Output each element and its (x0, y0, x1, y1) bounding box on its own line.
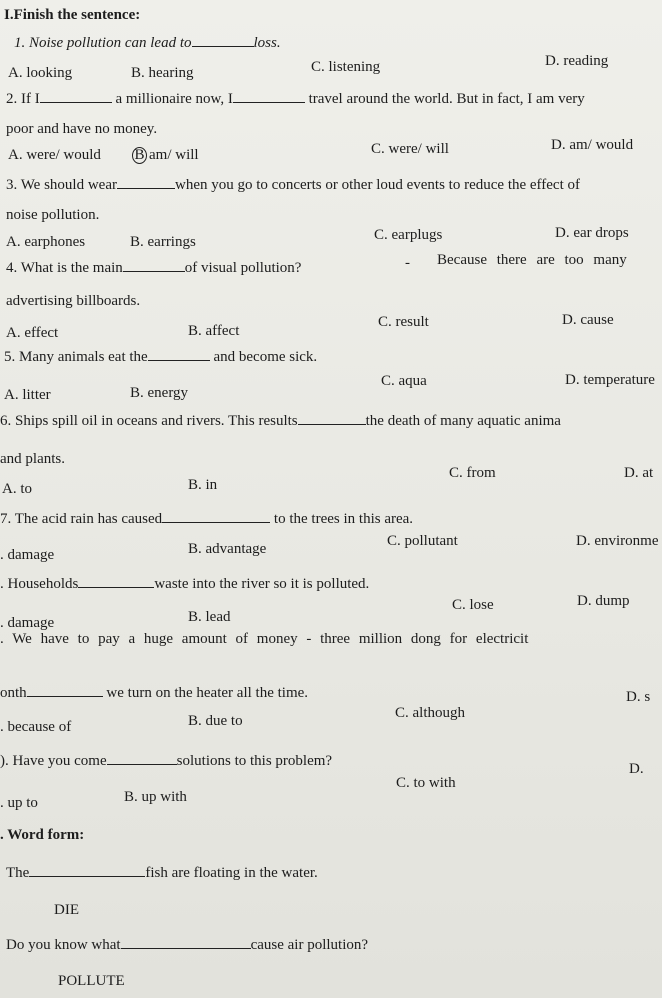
q10-option-a: . up to (0, 795, 38, 811)
q5-blank (148, 348, 210, 361)
q4-option-d: D. cause (562, 312, 614, 328)
q2-option-a: A. were/ would (8, 147, 101, 163)
w1-blank (29, 864, 145, 877)
q1-option-d: D. reading (545, 53, 609, 69)
q3-text-line2: noise pollution. (6, 207, 100, 223)
q9-blank (27, 684, 103, 697)
q6-blank (298, 412, 366, 425)
q3-text (6, 176, 580, 194)
q2-blank-2 (233, 90, 305, 103)
q5-part-b: and become sick. (213, 349, 318, 365)
q5-option-b: B. energy (130, 385, 189, 401)
q7-text (0, 510, 413, 528)
q1-option-a: A. looking (8, 65, 73, 81)
q5-text (4, 348, 317, 366)
q4-part-a: 4. What is the main (6, 260, 123, 276)
q2-part-a: 2. If I (6, 91, 40, 107)
w2-text (6, 936, 368, 954)
q7-blank (162, 510, 270, 523)
q9-part-b: onth (0, 685, 27, 701)
q6-text-line2: and plants. (0, 451, 65, 467)
q8-option-c: C. lose (452, 597, 494, 613)
q7-part-a: 7. The acid rain has caused (0, 511, 163, 527)
q4-option-c: C. result (378, 314, 429, 330)
w2-blank (121, 936, 251, 949)
q9-text-line2 (0, 684, 308, 702)
q2-text-line2: poor and have no money. (6, 121, 158, 137)
q4-option-b: B. affect (188, 323, 240, 339)
q1-option-b: B. hearing (131, 65, 194, 81)
q6-option-c: C. from (449, 465, 496, 481)
q4-dash: - (405, 255, 410, 271)
q9-option-b: B. due to (188, 713, 243, 729)
q6-part-a: 6. Ships spill oil in oceans and rivers. This results (0, 413, 298, 429)
w2-root-word: POLLUTE (58, 973, 125, 989)
q2-option-b-text: am/ will (149, 147, 199, 163)
circled-answer-icon: B (132, 147, 147, 164)
q3-option-a: A. earphones (6, 234, 86, 250)
q7-option-d: D. environme (576, 533, 659, 549)
q3-option-b: B. earrings (130, 234, 196, 250)
q7-option-b: B. advantage (188, 541, 267, 557)
q4-answer: Because there are too many (437, 252, 627, 268)
w2-part-b: cause air pollution? (250, 937, 369, 953)
q5-option-d: D. temperature (565, 372, 655, 388)
q6-part-b: the death of many aquatic anima (365, 413, 561, 429)
q8-option-a: . damage (0, 615, 55, 631)
q10-option-c: C. to with (396, 775, 456, 791)
q10-option-b: B. up with (124, 789, 187, 805)
q7-option-a: . damage (0, 547, 55, 563)
section-title-finish-sentence: I.Finish the sentence: (4, 7, 141, 23)
q7-part-b: to the trees in this area. (273, 511, 414, 527)
q1-option-c: C. listening (311, 59, 381, 75)
q4-option-a: A. effect (6, 325, 59, 341)
q1-blank (192, 34, 254, 47)
w1-part-a: The (6, 865, 30, 881)
q8-text (0, 575, 369, 593)
q2-option-b (132, 146, 199, 164)
q3-option-c: C. earplugs (374, 227, 443, 243)
q4-blank (123, 259, 185, 272)
q1-text (14, 34, 281, 52)
q10-text (0, 752, 332, 770)
q4-part-b: of visual pollution? (184, 260, 302, 276)
q2-option-d: D. am/ would (551, 137, 634, 153)
q5-option-a: A. litter (4, 387, 51, 403)
q3-part-b: when you go to concerts or other loud events to reduce the effect of (175, 177, 580, 193)
q2-part-c: travel around the world. But in fact, I am very (308, 91, 585, 107)
q9-option-a: . because of (0, 719, 72, 735)
q9-part-c: we turn on the heater all the time. (106, 685, 309, 701)
w1-root-word: DIE (54, 902, 79, 918)
q10-part-a: ). Have you come (0, 753, 107, 769)
q1-part-b: loss. (253, 35, 281, 51)
section-title-word-form: . Word form: (0, 827, 85, 843)
q6-text (0, 412, 561, 430)
q4-text (6, 259, 301, 277)
q10-part-b: solutions to this problem? (176, 753, 333, 769)
q5-option-c: C. aqua (381, 373, 427, 389)
q8-part-a: . Households (0, 576, 79, 592)
q8-option-d: D. dump (577, 593, 630, 609)
q2-part-b: a millionaire now, I (115, 91, 233, 107)
q6-option-b: B. in (188, 477, 218, 493)
q5-part-a: 5. Many animals eat the (4, 349, 148, 365)
w1-part-b: fish are floating in the water. (145, 865, 318, 881)
q3-part-a: 3. We should wear (6, 177, 117, 193)
w1-text (6, 864, 318, 882)
q2-text (6, 90, 585, 108)
q2-option-c: C. were/ will (371, 141, 449, 157)
q6-option-d: D. at (624, 465, 654, 481)
q8-blank (78, 575, 154, 588)
q6-option-a: A. to (2, 481, 32, 497)
q10-option-d: D. (629, 761, 644, 777)
q4-text-line2: advertising billboards. (6, 293, 141, 309)
w2-part-a: Do you know what (6, 937, 121, 953)
q9-option-d: D. s (626, 689, 651, 705)
q8-option-b: B. lead (188, 609, 231, 625)
q7-option-c: C. pollutant (387, 533, 458, 549)
q10-blank (107, 752, 177, 765)
q1-part-a: 1. Noise pollution can lead to (14, 35, 192, 51)
q2-blank-1 (40, 90, 112, 103)
q3-option-d: D. ear drops (555, 225, 629, 241)
q8-part-b: waste into the river so it is polluted. (154, 576, 370, 592)
q9-text: . We have to pay a huge amount of money - three million dong for electricit (0, 631, 529, 647)
q9-option-c: C. although (395, 705, 465, 721)
q3-blank (117, 176, 175, 189)
